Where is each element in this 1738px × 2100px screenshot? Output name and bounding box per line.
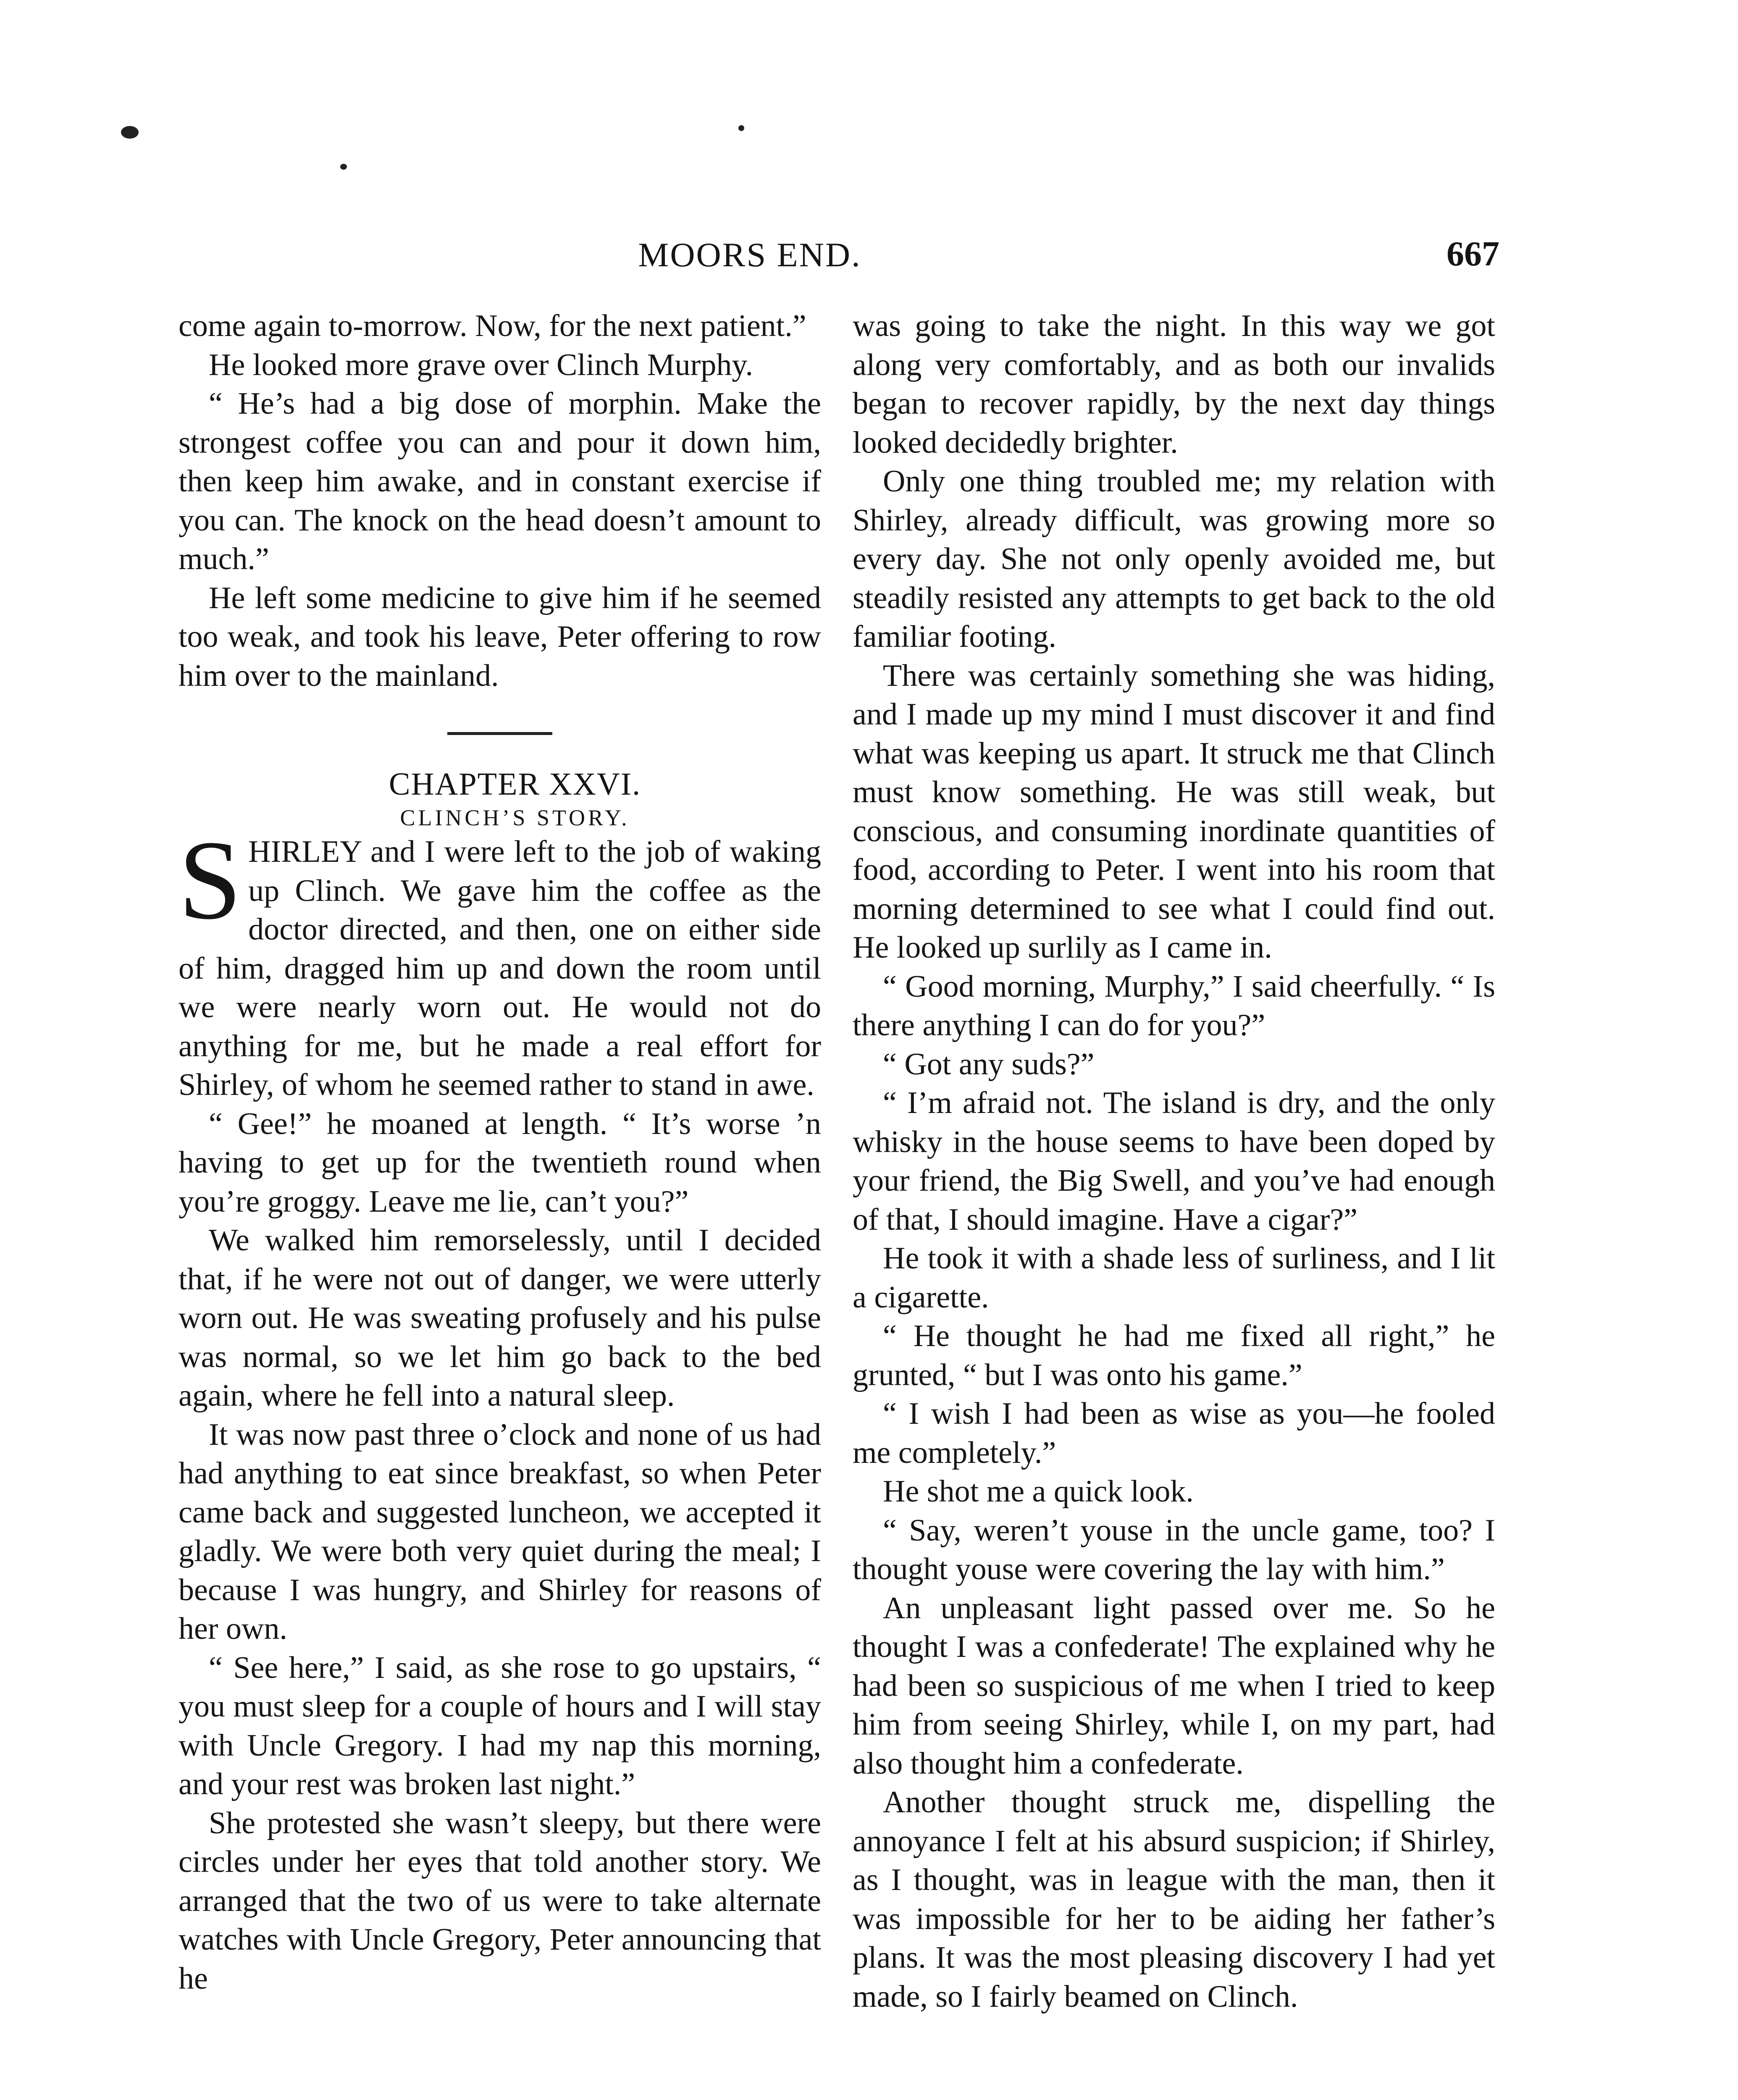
paragraph: She protested she wasn’t sleepy, but there were circles under her eyes that told another story. We arranged that the two of us were to take alternate watches with Uncle Gregory, Peter announcing that he bbox=[179, 1806, 821, 1996]
dropcap-letter: S bbox=[179, 817, 242, 943]
running-head: MOORS END. bbox=[638, 236, 861, 274]
scan-speck bbox=[340, 164, 347, 170]
paragraph: “ He thought he had me fixed all right,” he grunted, “ but I was onto his game.” bbox=[853, 1319, 1495, 1392]
paragraph: Another thought struck me, dispelling the annoyance I felt at his absurd suspicion; if Shirley, as I thought, was in league with the man, then it was impossible for her to be aiding her father’s plans. It was the most pleasing discovery I had yet made, so I fairly beamed on Clinch. bbox=[853, 1785, 1495, 2014]
scan-speck bbox=[121, 126, 139, 139]
paragraph: “ Got any suds?” bbox=[883, 1047, 1095, 1082]
paragraph: was going to take the night. In this way we got along very comfortably, and as both our invalids began to recover rapidly, by the next day things looked decidedly brighter. bbox=[853, 309, 1495, 460]
paragraph: He looked more grave over Clinch Murphy. bbox=[209, 347, 753, 382]
paragraph: An unpleasant light passed over me. So he thought I was a confederate! The explained why he had been so suspicious of me when I tried to keep him from seeing Shirley, while I, on my part, had also thought him a confederate. bbox=[853, 1591, 1495, 1781]
paragraph: “ He’s had a big dose of morphin. Make the strongest coffee you can and pour it down him, then keep him awake, and in constant exercise if you can. The knock on the head doesn’t amount to much.” bbox=[179, 386, 821, 576]
paragraph: Only one thing troubled me; my relation with Shirley, already difficult, was growing more so every day. She not only openly avoided me, but steadily resisted any attempts to get back to the old familiar footing. bbox=[853, 464, 1495, 654]
paragraph: He took it with a shade less of surliness, and I lit a cigarette. bbox=[853, 1241, 1495, 1315]
paragraph: “ See here,” I said, as she rose to go upstairs, “ you must sleep for a couple of hours and I will stay with Uncle Gregory. I had my nap this morning, and your rest was broken last night.” bbox=[179, 1650, 821, 1801]
paragraph: “ Gee!” he moaned at length. “ It’s worse ’n having to get up for the twentieth round when you’re groggy. Leave me lie, can’t you?” bbox=[179, 1106, 821, 1219]
paragraph: He left some medicine to give him if he seemed too weak, and took his leave, Peter offering to row him over to the mainland. bbox=[179, 580, 821, 693]
paragraph: There was certainly something she was hiding, and I made up my mind I must discover it and find what was keeping us apart. It struck me that Clinch must know something. He was still weak, but conscious, and consuming inordinate quantities of food, according to Peter. I went into his room that morning determined to see what I could find out. He looked up surlily as I came in. bbox=[853, 658, 1495, 965]
paragraph: It was now past three o’clock and none of us had had anything to eat since breakfast, so when Peter came back and suggested luncheon, we accepted it gladly. We were both very quiet during the meal; I because I was hungry, and Shirley for reasons of her own. bbox=[179, 1417, 821, 1646]
paragraph: “ Good morning, Murphy,” I said cheerfully. “ Is there anything I can do for you?” bbox=[853, 969, 1495, 1042]
chapter-title: CHAPTER XXVI. bbox=[389, 766, 641, 802]
section-divider bbox=[447, 732, 552, 735]
paragraph: He shot me a quick look. bbox=[883, 1474, 1194, 1509]
left-column bbox=[179, 307, 821, 1998]
chapter-subtitle: CLINCH’S STORY. bbox=[400, 805, 630, 830]
paragraph: “ Say, weren’t youse in the uncle game, too? I thought youse were covering the lay with him.” bbox=[853, 1513, 1495, 1586]
paragraph: come again to-morrow. Now, for the next patient.” bbox=[179, 309, 806, 343]
paragraph: We walked him remorselessly, until I decided that, if he were not out of danger, we were utterly worn out. He was sweating profusely and his pulse was normal, so we let him go back to the bed again, where he fell into a natural sleep. bbox=[179, 1223, 821, 1413]
paragraph: “ I’m afraid not. The island is dry, and the only whisky in the house seems to have been doped by your friend, the Big Swell, and you’ve had enough of that, I should imagine. Have a cigar?” bbox=[853, 1086, 1495, 1237]
paragraph: “ I wish I had been as wise as you—he fooled me completely.” bbox=[853, 1396, 1495, 1470]
page-number: 667 bbox=[1447, 234, 1499, 273]
scan-speck bbox=[738, 125, 744, 131]
dropcap-text: HIRLEY and I were left to the job of waking up Clinch. We gave him the coffee as the doctor directed, and then, one on either side of him, dragged him up and down the room until we were nearly worn out. He would not do anything for me, but he made a real effort for Shirley, of whom he seemed rather to stand in awe. bbox=[179, 835, 821, 1102]
right-column bbox=[853, 307, 1495, 2016]
